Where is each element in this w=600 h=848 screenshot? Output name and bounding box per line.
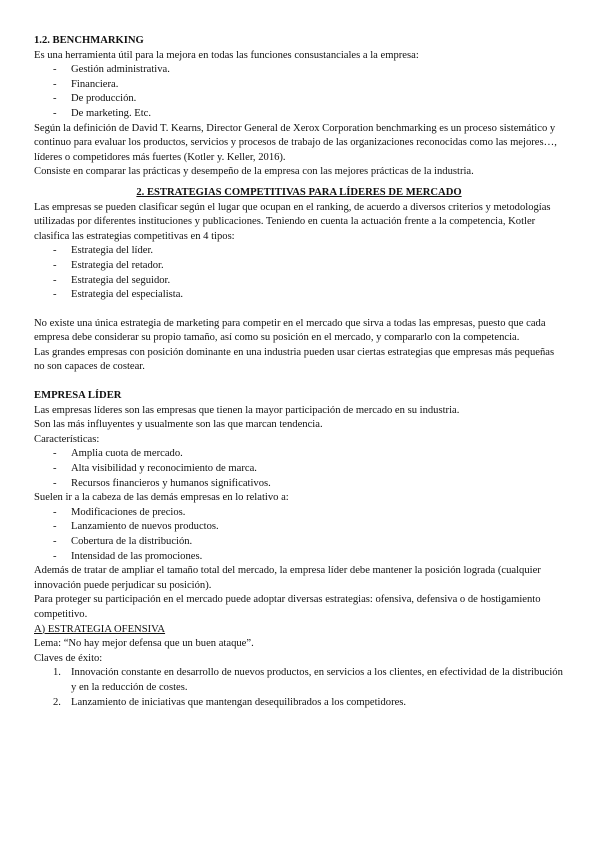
strategies-intro: Las empresas se pueden clasificar según el lugar que ocupan en el ranking, de acuerdo a diversos criterios y metodologías utilizadas por diferentes instituciones y publicaciones. Teniendo en cuenta la actuación frente a la competencia, Kotler clasifica las estrategias competitivas en 4 tipos: (34, 201, 551, 242)
empresa-lider-line-2: Son las más influyentes y usualmente son las que marcan tendencia. (34, 419, 323, 431)
document-page (34, 34, 564, 710)
list-item-text: Innovación constante en desarrollo de nuevos productos, en servicios a los clientes, en efectividad de la distribución y en la reducción de costes. (71, 667, 563, 693)
list-item: - Estrategia del líder. (34, 244, 564, 259)
strategy-types-list (34, 244, 564, 302)
list-item (34, 666, 564, 695)
list-item: - Estrategia del especialista. (34, 288, 564, 303)
success-keys-list (34, 666, 564, 710)
strategies-heading: 2. ESTRATEGIAS COMPETITIVAS PARA LÍDERES DE MERCADO (136, 186, 462, 198)
characteristics-list (34, 447, 564, 491)
expand-market-paragraph: Además de tratar de ampliar el tamaño total del mercado, la empresa líder debe mantener la posición lograda (cualquier innovación puede perjudicar su posición). (34, 565, 541, 591)
list-item: - Intensidad de las promociones. (34, 550, 564, 565)
list-item: - De marketing. Etc. (34, 107, 564, 122)
list-item: - Estrategia del retador. (34, 259, 564, 274)
success-keys-label: Claves de éxito: (34, 652, 103, 664)
characteristics-label: Características: (34, 433, 100, 445)
list-item (34, 696, 564, 711)
list-item: - Lanzamiento de nuevos productos. (34, 520, 564, 535)
empresa-lider-line-1: Las empresas líderes son las empresas que tienen la mayor participación de mercado en su industria. (34, 404, 460, 416)
list-item-text: Lanzamiento de iniciativas que mantengan desequilibrados a los competidores. (71, 696, 407, 708)
ofensiva-heading: A) ESTRATEGIA OFENSIVA (34, 623, 166, 635)
protect-share-paragraph: Para proteger su participación en el mercado puede adoptar diversas estrategias: ofensiva, defensiva o de hostigamiento competitivo. (34, 594, 541, 620)
list-item: - Modificaciones de precios. (34, 506, 564, 521)
list-item: - Gestión administrativa. (34, 63, 564, 78)
list-item: - De producción. (34, 92, 564, 107)
leads-list (34, 506, 564, 564)
list-item: - Recursos financieros y humanos significativos. (34, 477, 564, 492)
list-number: 2. (53, 696, 61, 708)
strategies-paragraph-2: Las grandes empresas con posición dominante en una industria pueden usar ciertas estrategias que empresas más pequeñas no son capaces de costear. (34, 346, 555, 373)
leads-label: Suelen ir a la cabeza de las demás empresas en lo relativo a: (34, 492, 289, 504)
list-item: - Financiera. (34, 78, 564, 93)
ofensiva-motto: Lema: “No hay mejor defensa que un buen ataque”. (34, 638, 254, 650)
list-item: - Cobertura de la distribución. (34, 535, 564, 550)
list-number: 1. (53, 667, 61, 679)
benchmarking-intro: Es una herramienta útil para la mejora en todas las funciones consustanciales a la empresa: (34, 49, 419, 61)
list-item: - Estrategia del seguidor. (34, 274, 564, 289)
benchmarking-consists: Consiste en comparar las prácticas y desempeño de la empresa con las mejores prácticas de la industria. (34, 166, 474, 178)
list-item: - Alta visibilidad y reconocimiento de marca. (34, 462, 564, 477)
benchmarking-definition: Según la definición de David T. Kearns, Director General de Xerox Corporation benchmarking es un proceso sistemático y continuo para evaluar los productos, servicios y procesos de trabajo de las organizaciones reconocidas como las mejores…, líderes o competidores más fuertes (Kotler y. Keller, 2016). (34, 122, 557, 163)
list-item: - Amplia cuota de mercado. (34, 447, 564, 462)
empresa-lider-heading: EMPRESA LÍDER (34, 390, 122, 402)
benchmarking-functions-list (34, 63, 564, 121)
benchmarking-heading: 1.2. BENCHMARKING (34, 35, 144, 46)
strategies-paragraph-1: No existe una única estrategia de marketing para competir en el mercado que sirva a todas las empresas, puesto que cada empresa debe considerar su propio tamaño, así como su posición en el mercado, y compararlo con la competencia. (34, 317, 546, 344)
